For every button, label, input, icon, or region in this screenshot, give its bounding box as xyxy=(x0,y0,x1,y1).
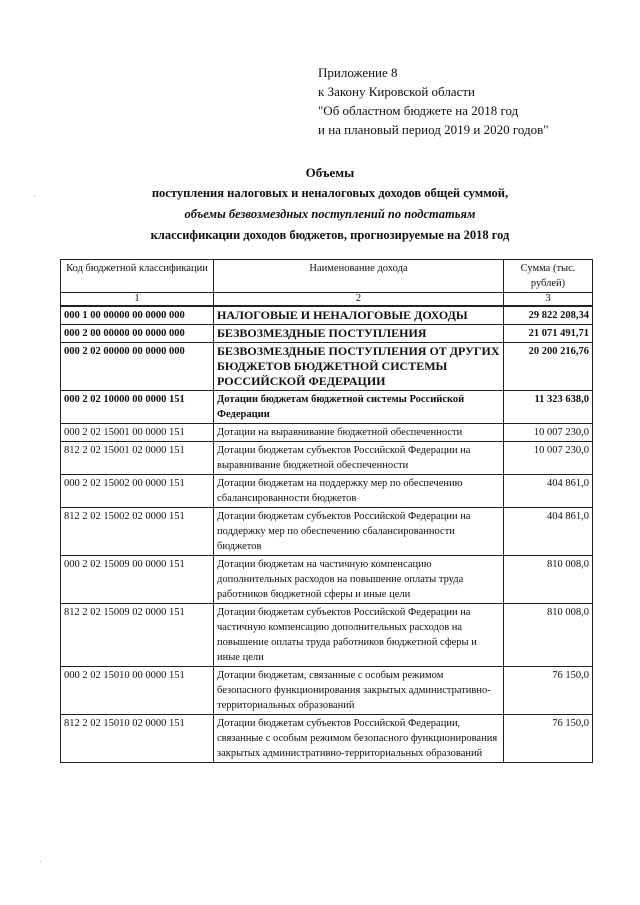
document-title xyxy=(80,162,580,246)
table-row xyxy=(61,475,593,508)
row-amount: 10 007 230,0 xyxy=(504,424,593,442)
row-amount: 21 071 491,71 xyxy=(504,325,593,343)
row-amount: 76 150,0 xyxy=(504,667,593,715)
row-amount: 810 008,0 xyxy=(504,556,593,604)
row-code: 812 2 02 15002 02 0000 151 xyxy=(61,508,214,556)
table-row xyxy=(61,604,593,667)
row-amount: 29 822 208,34 xyxy=(504,306,593,325)
header-name: Наименование дохода xyxy=(214,260,504,293)
row-code: 000 2 02 00000 00 0000 000 xyxy=(61,343,214,391)
row-name: Дотации бюджетам на частичную компенсацию дополнительных расходов на повышение оплаты труда работников бюджетной сферы и иные цели xyxy=(214,556,504,604)
row-name: Дотации бюджетам субъектов Российской Федерации, связанные с особым режимом безопасного функционирования закрытых административно-территориальных образований xyxy=(214,715,504,763)
row-name: Дотации бюджетам на поддержку мер по обеспечению сбалансированности бюджетов xyxy=(214,475,504,508)
column-number: 2 xyxy=(214,293,504,307)
title-line: классификации доходов бюджетов, прогнозируемые на 2018 год xyxy=(150,228,510,242)
appendix-line: Приложение 8 xyxy=(318,65,398,80)
scan-speck xyxy=(34,196,35,197)
row-code: 000 1 00 00000 00 0000 000 xyxy=(61,306,214,325)
row-amount: 10 007 230,0 xyxy=(504,442,593,475)
row-code: 812 2 02 15009 02 0000 151 xyxy=(61,604,214,667)
row-code: 000 2 02 15010 00 0000 151 xyxy=(61,667,214,715)
row-code: 812 2 02 15001 02 0000 151 xyxy=(61,442,214,475)
row-amount: 20 200 216,76 xyxy=(504,343,593,391)
row-name: БЕЗВОЗМЕЗДНЫЕ ПОСТУПЛЕНИЯ ОТ ДРУГИХ БЮДЖЕТОВ БЮДЖЕТНОЙ СИСТЕМЫ РОССИЙСКОЙ ФЕДЕРАЦИИ xyxy=(214,343,504,391)
row-amount: 76 150,0 xyxy=(504,715,593,763)
title-line: Объемы xyxy=(305,165,355,180)
revenue-table xyxy=(60,259,593,763)
row-amount: 11 323 638,0 xyxy=(504,391,593,424)
row-name: Дотации на выравнивание бюджетной обеспеченности xyxy=(214,424,504,442)
table-row xyxy=(61,667,593,715)
table-row xyxy=(61,508,593,556)
column-number-row xyxy=(61,293,593,307)
appendix-line: и на плановый период 2019 и 2020 годов" xyxy=(318,122,549,137)
appendix-header xyxy=(318,63,628,139)
row-code: 000 2 02 15002 00 0000 151 xyxy=(61,475,214,508)
header-amount: Сумма (тыс. рублей) xyxy=(504,260,593,293)
header-code: Код бюджетной классификации xyxy=(61,260,214,293)
table-row xyxy=(61,442,593,475)
row-code: 812 2 02 15010 02 0000 151 xyxy=(61,715,214,763)
table-row xyxy=(61,391,593,424)
row-name: Дотации бюджетам бюджетной системы Российской Федерации xyxy=(214,391,504,424)
appendix-line: "Об областном бюджете на 2018 год xyxy=(318,103,519,118)
appendix-line: к Закону Кировской области xyxy=(318,84,475,99)
column-number: 3 xyxy=(504,293,593,307)
table-row xyxy=(61,424,593,442)
table-row xyxy=(61,325,593,343)
column-number: 1 xyxy=(61,293,214,307)
table-row xyxy=(61,556,593,604)
row-name: БЕЗВОЗМЕЗДНЫЕ ПОСТУПЛЕНИЯ xyxy=(214,325,504,343)
table-row xyxy=(61,306,593,325)
row-name: НАЛОГОВЫЕ И НЕНАЛОГОВЫЕ ДОХОДЫ xyxy=(214,306,504,325)
row-code: 000 2 02 15009 00 0000 151 xyxy=(61,556,214,604)
scan-speck xyxy=(40,861,41,862)
row-code: 000 2 02 10000 00 0000 151 xyxy=(61,391,214,424)
row-name: Дотации бюджетам, связанные с особым режимом безопасного функционирования закрытых административно-территориальных образований xyxy=(214,667,504,715)
row-amount: 810 008,0 xyxy=(504,604,593,667)
title-line: объемы безвозмездных поступлений по подстатьям xyxy=(184,207,476,221)
table-header-row xyxy=(61,260,593,293)
table-row xyxy=(61,715,593,763)
row-name: Дотации бюджетам субъектов Российской Федерации на выравнивание бюджетной обеспеченности xyxy=(214,442,504,475)
row-name: Дотации бюджетам субъектов Российской Федерации на поддержку мер по обеспечению сбалансированности бюджетов xyxy=(214,508,504,556)
row-name: Дотации бюджетам субъектов Российской Федерации на частичную компенсацию дополнительных расходов на повышение оплаты труда работников бюджетной сферы и иные цели xyxy=(214,604,504,667)
title-line: поступления налоговых и неналоговых доходов общей суммой, xyxy=(151,186,509,200)
row-code: 000 2 00 00000 00 0000 000 xyxy=(61,325,214,343)
row-amount: 404 861,0 xyxy=(504,475,593,508)
row-amount: 404 861,0 xyxy=(504,508,593,556)
row-code: 000 2 02 15001 00 0000 151 xyxy=(61,424,214,442)
table-row xyxy=(61,343,593,391)
